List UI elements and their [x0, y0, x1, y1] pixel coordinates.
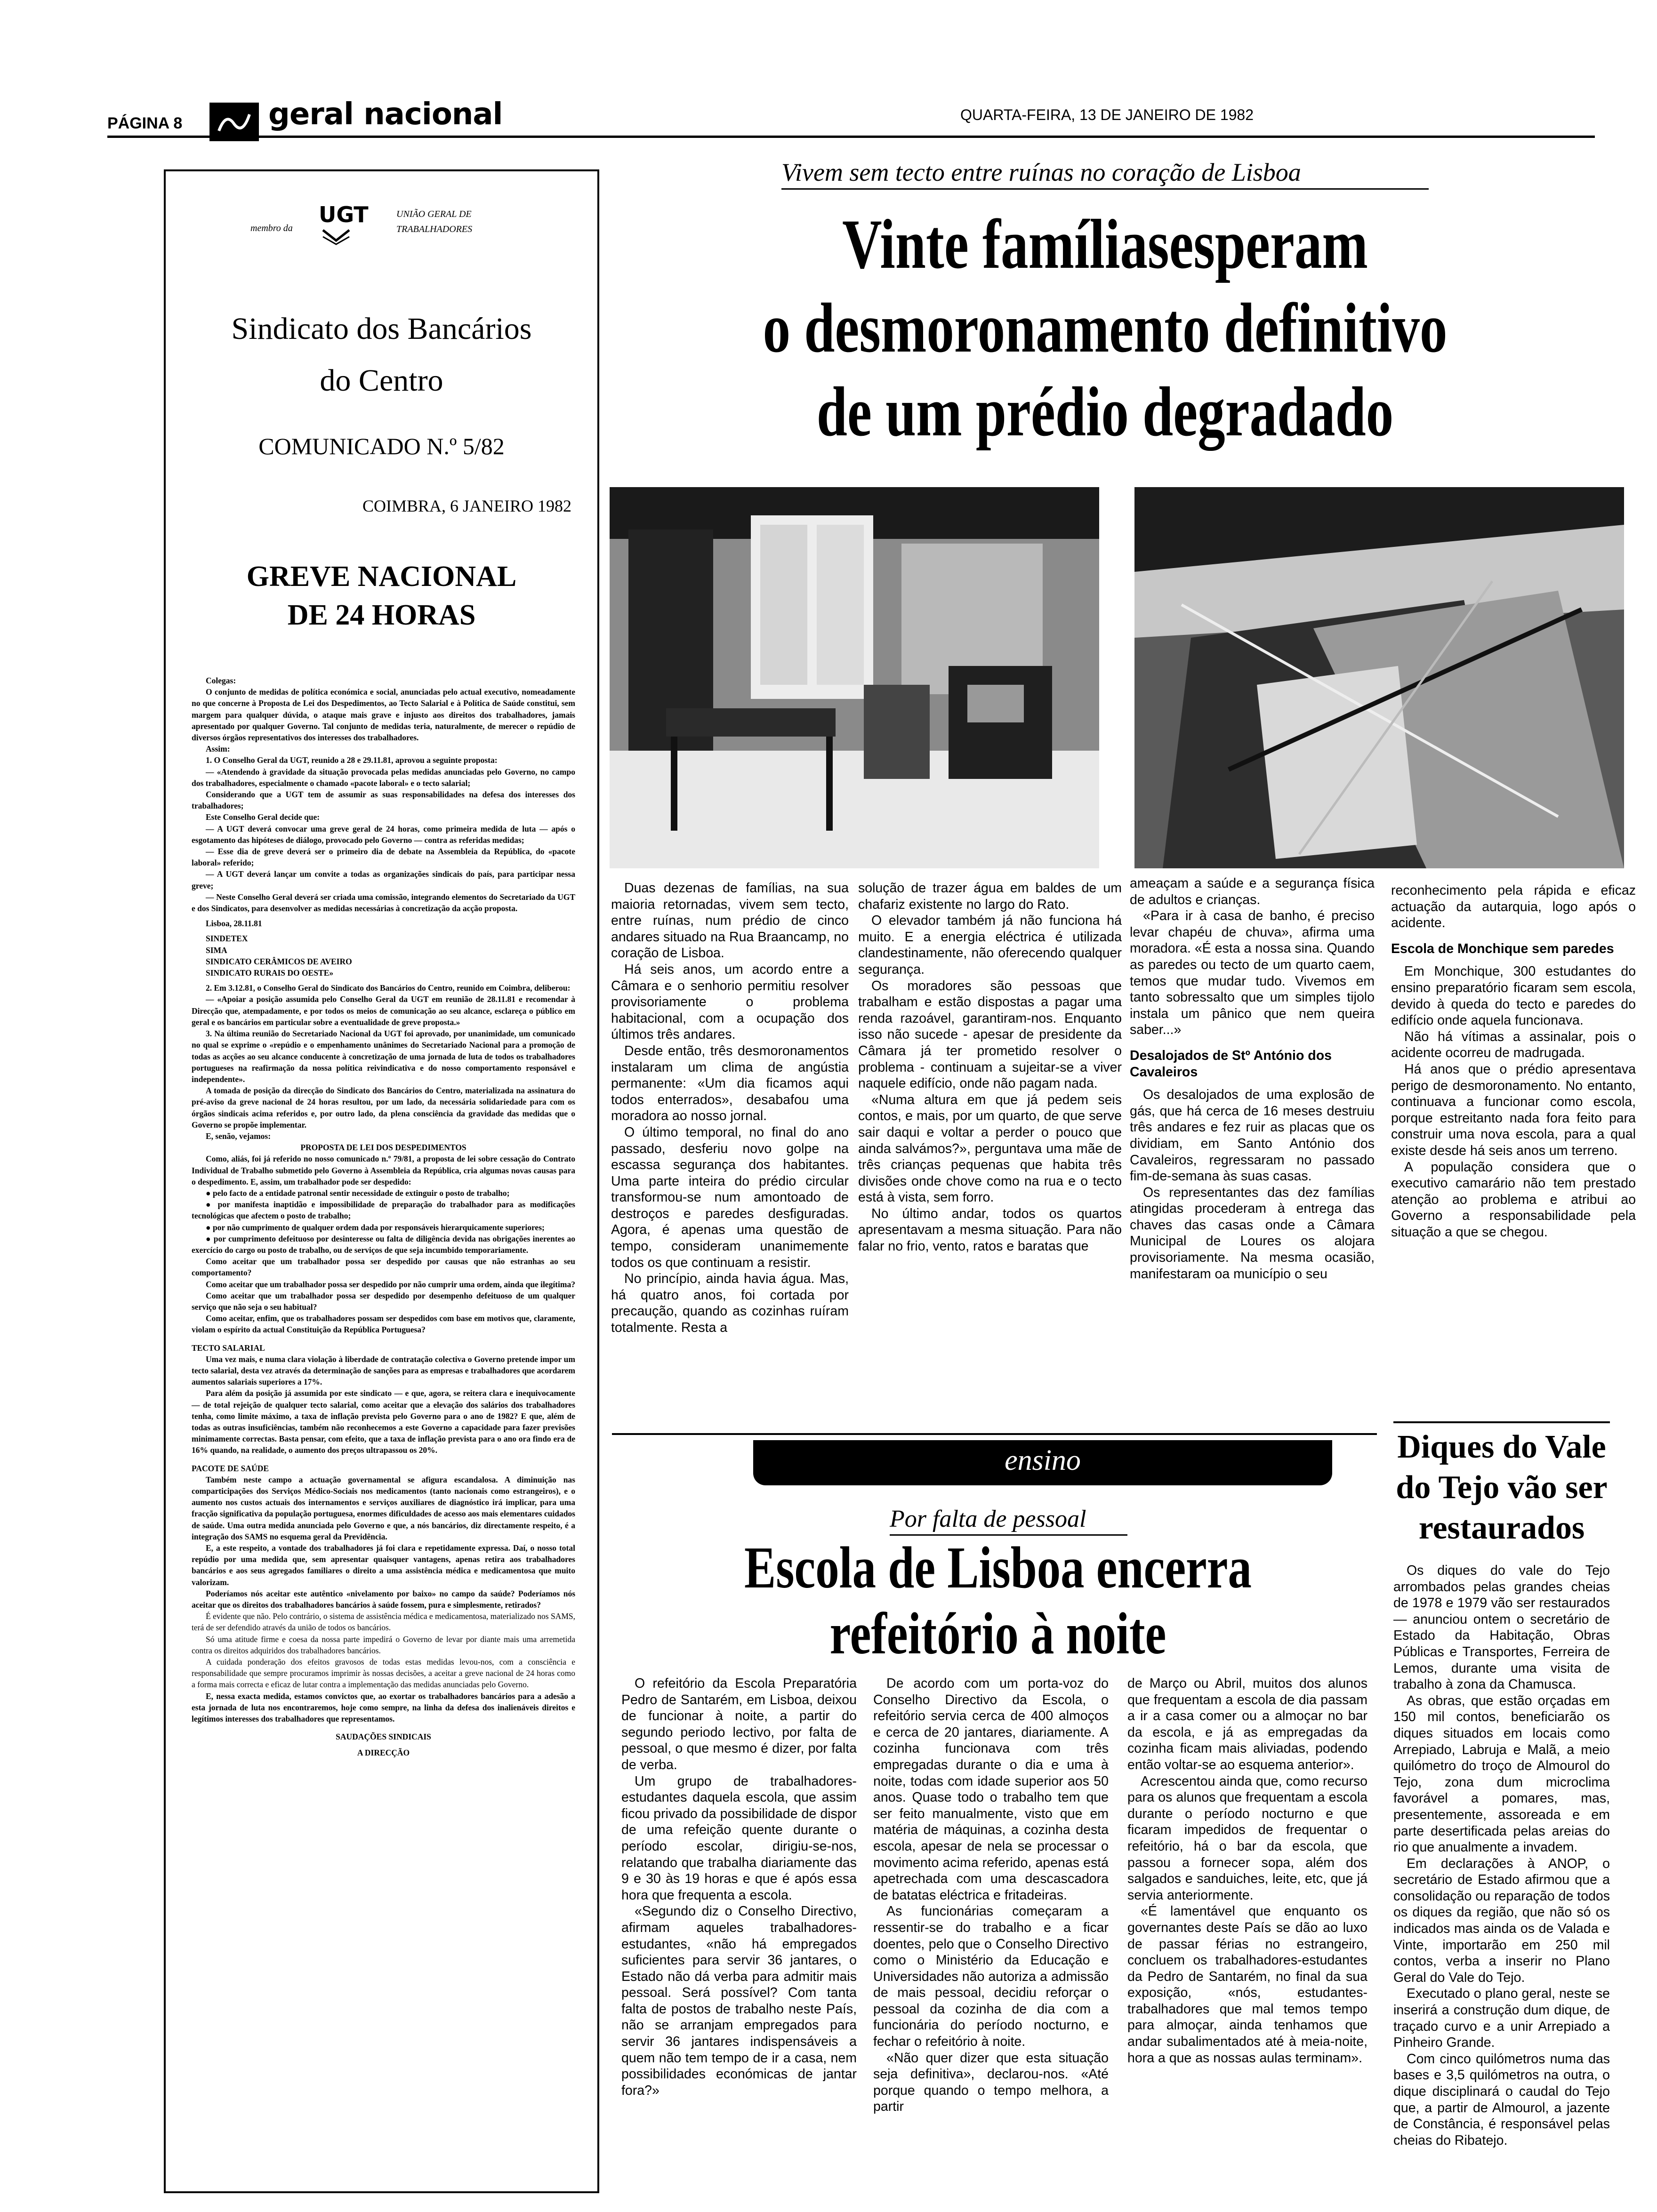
- paragraph: A população considera que o executivo camarário não tem prestado atenção ao problema e atribui ao Governo a responsabilidade pela situação a que se chegou.: [1391, 1159, 1636, 1240]
- paragraph: 2. Em 3.12.81, o Conselho Geral do Sindicato dos Bancários do Centro, reunido em Coimbra, deliberou:: [206, 983, 571, 993]
- paragraph: de Março ou Abril, muitos dos alunos que frequentam a escola de dia passam a ir a casa comer ou a almoçar no bar da escola, e já as empregadas da cozinha ficam mais aliviadas, podendo então voltar-se ao esquema anterior».: [1127, 1676, 1367, 1772]
- paragraph: 1. O Conselho Geral da UGT, reunido a 28 e 29.11.81, aprovou a seguinte proposta:: [206, 755, 498, 765]
- paragraph: «Numa altura em que já pedem seis contos, e mais, por um quarto, de que serve sair daqui e voltar a perder o pouco que ainda salvámos?», perguntava uma mãe de três crianças pequenas que habita três divisões onde chove como na rua e o tecto está à vista, sem forro.: [858, 1092, 1122, 1205]
- paragraph: Não há vítimas a assinalar, pois o acidente ocorreu de madrugada.: [1391, 1029, 1636, 1061]
- section-title: geral nacional: [268, 97, 503, 132]
- ugt-logo: UGT: [319, 202, 369, 227]
- paragraph: Acrescentou ainda que, como recurso para os alunos que frequentam a escola durante o período nocturno e que ficaram impedidos de frequentar o refeitório, há o bar da escola, que passou a fornecer sopa, além dos salgados e sanduiches, leite, etc, que já servia anteriormente.: [1127, 1773, 1367, 1903]
- paragraph: ● pelo facto de a entidade patronal sentir necessidade de extinguir o posto de trabalho;: [206, 1188, 510, 1198]
- paragraph: Poderíamos nós aceitar este autêntico «nivelamento por baixo» no campo da saúde? Poderíamos nós aceitar que os direitos dos trabalhadores bancários à saúde fossem, pura e simplesmente, retirados?: [192, 1588, 575, 1610]
- headline-line: o desmoronamento definitivo: [763, 289, 1448, 367]
- story-kicker: Por falta de pessoal: [890, 1506, 1086, 1532]
- story1-column-2: [858, 880, 1122, 1255]
- paragraph: Um grupo de trabalhadores-estudantes daquela escola, que assim ficou privado da possibilidade de dispor de uma refeição quente durante o período escolar, dirigiu-se-nos, relatando que trabalha diariamente das 9 e 30 às 19 horas e que é após essa hora que frequenta a escola.: [621, 1773, 857, 1903]
- paragraph: Há seis anos, um acordo entre a Câmara e o senhorio permitiu resolver provisoriamente o problema habitacional, com a ocupação dos últimos três andares.: [611, 962, 849, 1042]
- paragraph: Como aceitar que um trabalhador possa ser despedido por desempenho defeituoso de um qualquer serviço que não seja o seu habitual?: [192, 1290, 575, 1312]
- paragraph: «Não quer dizer que esta situação seja definitiva», declarou-nos. «Até porque quando o tempo melhora, a partir: [873, 2050, 1109, 2115]
- subheading: Desalojados de Stº António dos Cavaleiros: [1130, 1048, 1332, 1080]
- communique-date: COIMBRA, 6 JANEIRO 1982: [362, 497, 571, 515]
- paragraph: Em Monchique, 300 estudantes do ensino preparatório ficaram sem escola, devido à queda do tecto e paredes do edifício onde aquela funcionava.: [1391, 964, 1636, 1028]
- story2-column-1: [621, 1675, 857, 2099]
- story2-column-2: [873, 1675, 1109, 2115]
- ruined-building-photo: [1134, 487, 1624, 868]
- paragraph: No último andar, todos os quartos apresentavam a mesma situação. Para não falar no frio, vento, ratos e baratas que: [858, 1206, 1122, 1254]
- paragraph: solução de trazer água em baldes de um chafariz existente no largo do Rato.: [858, 881, 1122, 912]
- headline-line: Diques do Vale: [1397, 1429, 1606, 1465]
- paragraph: Como, aliás, foi já referido no nosso comunicado n.º 79/81, a proposta de lei sobre cessação do Contrato Individual de Trabalho submetido pelo Governo à Assembleia da República, cria algumas novas causas para o despedimento. E, assim, um trabalhador pode ser despedido:: [192, 1154, 575, 1186]
- story1-column-1: [611, 880, 849, 1336]
- story-kicker: Vivem sem tecto entre ruínas no coração de Lisboa: [781, 158, 1301, 186]
- paragraph: Considerando que a UGT tem de assumir as suas responsabilidades na defesa dos interesses dos trabalhadores;: [192, 790, 575, 811]
- paragraph: ● por cumprimento defeituoso por desinteresse ou falta de diligência devida nas obrigações inerentes ao exercício do cargo ou posto de trabalho, ou de serviços de que seja incumbido temporariamente.: [192, 1234, 575, 1255]
- headline-line: de um prédio degradado: [816, 373, 1394, 451]
- paragraph: Colegas:: [206, 676, 236, 685]
- union-name-line2: do Centro: [320, 363, 443, 398]
- paragraph: E, senão, vejamos:: [206, 1131, 271, 1141]
- paragraph: «É lamentável que enquanto os governantes deste País se dão ao luxo de passar férias no estrangeiro, concluem os trabalhadores-estudantes da Pedro de Santarém, no final da sua exposição, «nós, estudantes-trabalhadores que mal temos tempo para almoçar, ainda tenhamos que andar subalimentados até à meia-noite, hora a que as nossas aulas terminam».: [1127, 1904, 1367, 2066]
- strike-title-line1: GREVE NACIONAL: [246, 561, 517, 593]
- paragraph: De acordo com um porta-voz do Conselho Directivo da Escola, o refeitório servia cerca de 400 almoços e cerca de 20 jantares, diariamente. A cozinha funcionava com três empregadas durante o dia e uma à noite, todas com idade superior aos 50 anos. Quase todo o trabalho tem que ser feito manualmente, visto que em matéria de máquinas, a cozinha desta escola, apesar de nela se processar o movimento acima referido, apenas está apetrechada com uma descascadora de batatas eléctrica e fritadeiras.: [873, 1676, 1109, 1903]
- paragraph: — Neste Conselho Geral deverá ser criada uma comissão, integrando elementos do Secretariado da UGT e dos Sindicatos, para desenvolver as medidas necessárias à concretização da acção proposta.: [192, 892, 575, 914]
- paragraph: — «Apoiar a posição assumida pelo Conselho Geral da UGT em reunião de 28.11.81 e recomendar à Direcção que, atempadamente, e por todos os meios de comunicação ao seu alcance, esclareça o público em geral e os bancários em particular sobre a eventualidade de greve proposta.»: [192, 994, 575, 1027]
- story3-column: [1393, 1563, 1610, 2148]
- paragraph: — «Atendendo à gravidade da situação provocada pelas medidas anunciadas pelo Governo, no campo dos trabalhadores, especialmente o chamado «pacote laboral» e o tecto salarial;: [192, 767, 575, 788]
- story2-column-3: [1127, 1675, 1367, 2066]
- paragraph: ● por manifesta inaptidão e impossibilidade de preparação do trabalhador para as modificações tecnológicas que afectem o posto de trabalho;: [192, 1200, 575, 1221]
- paragraph: Uma vez mais, e numa clara violação à liberdade de contratação colectiva o Governo pretende impor um tecto salarial, desta vez através da determinação de sanções para as empresas e trabalhadores que acordarem aumentos salariais superiores a 17%.: [192, 1354, 575, 1387]
- paragraph: Lisboa, 28.11.81: [206, 919, 262, 929]
- paragraph: Só uma atitude firme e coesa da nossa parte impedirá o Governo de levar por diante mais uma arremetida contra os direitos adquiridos dos trabalhadores bancários.: [192, 1634, 575, 1655]
- signature: A DIRECÇÃO: [357, 1748, 410, 1758]
- paragraph: Como aceitar que um trabalhador possa ser despedido por não cumprir uma ordem, ainda que ilegítima?: [206, 1279, 575, 1289]
- paragraph: Como aceitar, enfim, que os trabalhadores possam ser despedidos com base em motivos que, claramente, violam o espírito da actual Constituição da República Portuguesa?: [192, 1314, 575, 1335]
- paragraph: As obras, que estão orçadas em 150 mil contos, beneficiarão os diques situados em locais como Arrepiado, Labruja e Malã, a meio quilómetro do troço de Almourol do Tejo, zona dum microclima favorável a pomares, mas, presentemente, assoreada e em parte desertificada pelas areias do rio que anualmente a invadem.: [1393, 1693, 1610, 1855]
- communique-body: [192, 675, 575, 1759]
- paragraph: Para além da posição já assumida por este sindicato — e que, agora, se reitera clara e inequivocamente — de total rejeição de qualquer tecto salarial, como aceitar que a elevação dos salários dos trabalhadores tenha, como limite máximo, a taxa de inflação prevista pelo Governo para o ano de 1982? E que, além de todas as outras insuficiências, também não reconhecemos a este Governo a capacidade para fazer previsões minimamente correctas. Basta pensar, com efeito, que a taxa de inflação prevista para o ano ora findo era de 16% quando, na realidade, o aumento dos preços ultrapassou os 20%.: [192, 1388, 575, 1455]
- ugt-member-label: membro da: [250, 223, 293, 233]
- header-rule: [107, 136, 1595, 138]
- paragraph: — A UGT deverá convocar uma greve geral de 24 horas, como primeira medida de luta — após o esgotamento das hipóteses de diálogo, provocado pelo Governo — contra as referidas medidas;: [192, 824, 575, 845]
- paragraph: — Esse dia de greve deverá ser o primeiro dia de debate na Assembleia da República, do «pacote laboral» referido;: [192, 847, 575, 868]
- signatory: SINDICATO RURAIS DO OESTE»: [206, 968, 334, 978]
- story1-column-3: [1130, 875, 1375, 1282]
- signatory: SINDETEX: [206, 934, 248, 944]
- paragraph: — A UGT deverá lançar um convite a todas as organizações sindicais do país, para participar nessa greve;: [192, 869, 575, 890]
- paragraph: Como aceitar que um trabalhador possa ser despedido por causas que não estranhas ao seu comportamento?: [192, 1257, 575, 1278]
- paragraph: Assim:: [206, 744, 230, 754]
- room-interior-photo: [610, 487, 1099, 868]
- paragraph: É evidente que não. Pelo contrário, o sistema de assistência médica e medicamentosa, materializado nos SAMS, terá de ser defendido através da união de todos os bancários.: [192, 1611, 575, 1633]
- headline-line: refeitório à noite: [829, 1601, 1166, 1667]
- union-name-line1: Sindicato dos Bancários: [231, 312, 532, 346]
- paragraph: Este Conselho Geral decide que:: [206, 812, 320, 822]
- headline-line: do Tejo vão ser: [1396, 1469, 1608, 1506]
- signatory: SINDICATO CERÂMICOS DE AVEIRO: [206, 956, 352, 966]
- paragraph: Também neste campo a actuação governamental se afigura escandalosa. A diminuição nas comparticipações dos Serviços Médico-Sociais nos medicamentos (tanto nacionais como estrangeiros), e o aumento nos custos actuais dos internamentos e serviços auxiliares de diagnóstico irá implicar, para uma fracção significativa da população portuguesa, enormes dificuldades de acesso aos mais elementares cuidados de saúde. Uma outra medida anunciada pelo Governo e que, a nós bancários, diz directamente respeito, é a integração dos SAMS no esquema geral da Previdência.: [192, 1475, 575, 1541]
- paragraph: Desde então, três desmoronamentos instalaram um clima de angústia permanente: «Um dia ficamos aqui todos enterrados», desabafou uma moradora ao nosso jornal.: [611, 1043, 849, 1124]
- paragraph: A cuidada ponderação dos efeitos gravosos de todas estas medidas levou-nos, com a consciência e responsabilidade que sempre procuramos imprimir às nossas decisões, a aceitar a greve nacional de 24 horas como a forma mais correcta e eficaz de lutar contra a implementação das medidas anunciadas pelo Governo.: [192, 1657, 575, 1690]
- paragraph: O refeitório da Escola Preparatória Pedro de Santarém, em Lisboa, deixou de funcionar à noite, a partir do segundo periodo lectivo, por falta de pessoal, o que mesmo é dizer, por falta de verba.: [621, 1676, 857, 1772]
- side-story-rule: [1393, 1421, 1610, 1423]
- paragraph: Duas dezenas de famílias, na sua maioria retornadas, vivem sem tecto, entre ruínas, num prédio de cinco andares situado na Rua Braancamp, no coração de Lisboa.: [611, 881, 849, 961]
- paragraph: Executado o plano geral, neste se inserirá a construção dum dique, de traçado curvo e a unir Arrepiado a Pinheiro Grande.: [1393, 1986, 1610, 2051]
- paragraph: Há anos que o prédio apresentava perigo de desmoronamento. No entanto, continuava a funcionar como escola, porque estreitanto nada fora feito para construir uma nova escola, para a qual existe desde há seis anos um terreno.: [1391, 1061, 1636, 1158]
- subheading: TECTO SALARIAL: [192, 1343, 265, 1353]
- story1-column-4: [1391, 882, 1636, 1240]
- ugt-full-name: UNIÃO GERAL DE TRABALHADORES: [396, 209, 473, 234]
- paragraph: «Segundo diz o Conselho Directivo, afirmam aqueles trabalhadores-estudantes, «não há empregados suficientes para servir 36 jantares, o Estado não dá verba para admitir mais pessoal. Será possível? Com tanta falta de postos de trabalho neste País, não se arranjam empregados para servir 36 jantares indispensáveis a quem não tem tempo de ir a casa, nem possibilidades económicas de jantar fora?»: [621, 1904, 857, 2098]
- paragraph: O último temporal, no final do ano passado, desferiu novo golpe na escassa segurança dos habitantes. Uma parte inteira do prédio circular transformou-se num amontoado de destroços e paredes desfiguradas. Agora, é apenas uma questão de tempo, consideram unanimemente todos os que continuam a resistir.: [611, 1124, 849, 1270]
- paragraph: E, nessa exacta medida, estamos convictos que, ao exortar os trabalhadores bancários para a adesão a esta jornada de luta nos encontraremos, hoje como sempre, na linha da defesa dos inalienáveis direitos e legítimos interesses dos trabalhadores que representamos.: [192, 1691, 575, 1724]
- paragraph: Os representantes das dez famílias atingidas procederam à entrega das chaves das casas onde a Câmara Municipal de Loures os alojara provisoriamente. Na mesma ocasião, manifestaram oa município o seu: [1130, 1185, 1375, 1282]
- paragraph: A tomada de posição da direcção do Sindicato dos Bancários do Centro, materializada na assinatura do pré-aviso da greve nacional de 24 horas resultou, por um lado, da necessária solidariedade para com os órgãos sindicais acima referidos e, por outro lado, da plena consciência da gravidade das medidas que o Governo se propõe implementar.: [192, 1086, 575, 1130]
- paragraph: Os diques do vale do Tejo arrombados pelas grandes cheias de 1978 e 1979 vão ser restaurados — anunciou ontem o secretário de Estado da Habitação, Obras Públicas e Transportes, Ferreira de Lemos, durante uma visita de trabalho à zona da Chamusca.: [1393, 1563, 1610, 1692]
- headline-line: Vinte famíliasesperam: [842, 205, 1368, 283]
- paragraph: As funcionárias começaram a ressentir-se do trabalho e a ficar doentes, pelo que o Conselho Directivo como o Ministério da Educação e Universidades não autoriza a admissão de mais pessoal, decidiu reforçar o pessoal da cozinha de dia com a funcionária do período nocturno, e fechar o refeitório à noite.: [873, 1904, 1109, 2050]
- section-divider: [612, 1433, 1377, 1435]
- communique-number: COMUNICADO N.º 5/82: [258, 433, 505, 459]
- paragraph: ameaçam a saúde e a segurança física de adultos e crianças.: [1130, 876, 1375, 907]
- story-headline: [693, 1535, 1303, 1667]
- paragraph: reconhecimento pela rápida e eficaz actuação da autarquia, logo após o acidente.: [1391, 883, 1636, 931]
- paragraph: Com cinco quilómetros numa das bases e 3,5 quilómetros na outra, o dique disciplinará o caudal do Tejo que, a partir de Almourol, a jazente de Constância, é responsável pelas cheias do Ribatejo.: [1393, 2051, 1610, 2148]
- paragraph: Os moradores são pessoas que trabalham e estão dispostas a pagar uma renda razoável, garantiram-nos. Enquanto isso não sucede - apesar de presidente da Câmara já ter prometido resolver o problema - continuam a sujeitar-se a viver naquele edifício, onde não pagam nada.: [858, 978, 1122, 1091]
- paragraph: ● por não cumprimento de qualquer ordem dada por responsáveis hierarquicamente superiores;: [206, 1222, 545, 1232]
- paragraph: No princípio, ainda havia água. Mas, há quatro anos, foi cortada por precaução, quando as cozinhas ruíram totalmente. Resta a: [611, 1271, 849, 1336]
- subheading: Escola de Monchique sem paredes: [1391, 941, 1614, 956]
- headline-line: Escola de Lisboa encerra: [744, 1535, 1252, 1601]
- subheading: PROPOSTA DE LEI DOS DESPEDIMENTOS: [300, 1143, 467, 1153]
- headline-line: restaurados: [1418, 1510, 1585, 1546]
- strike-title-line2: DE 24 HORAS: [287, 599, 476, 631]
- closing: SAUDAÇÕES SINDICAIS: [336, 1732, 431, 1742]
- paragraph: Os desalojados de uma explosão de gás, que há cerca de 16 meses destruiu três andares e fez ruir as placas que os dividiam, em Santo António dos Cavaleiros, regressaram no passado fim-de-semana às suas casas.: [1130, 1087, 1375, 1184]
- signatory: SIMA: [206, 945, 227, 955]
- section-banner-label: ensino: [1005, 1444, 1081, 1476]
- paragraph: 3. Na última reunião do Secretariado Nacional da UGT foi aprovado, por unanimidade, um comunicado no qual se exprime o «repúdio e o empenhamento unânimes do Secretariado Nacional para a promoção de todas as acções ao seu alcance conducente à concretização de uma jornada de luta de todos os trabalhadores portugueses na reafirmação da nossa política reivindicativa e do nosso comportamento responsável e independente».: [192, 1029, 575, 1084]
- strike-title: [166, 557, 597, 634]
- paragraph: Em declarações à ANOP, o secretário de Estado afirmou que a consolidação ou reparação de todos os diques da região, que não só os indicados mas ainda os de Valada e Vinte, importarão em 250 mil contos, verba a inserir no Plano Geral do Vale do Tejo.: [1393, 1856, 1610, 1985]
- paragraph: O conjunto de medidas de política económica e social, anunciadas pelo actual executivo, nomeadamente no que concerne à Proposta de Lei dos Despedimentos, ao Tecto Salarial e à Política de Saúde constitui, sem margem para qualquer dúvida, o ataque mais grave e injusto aos direitos dos trabalhadores, jamais apresentado por qualquer Governo. Tal conjunto de medidas teria, naturalmente, de merecer o repúdio de diversos órgãos representativos dos interesses dos trabalhadores.: [192, 687, 575, 743]
- ugt-arrows-icon: [321, 225, 352, 245]
- paragraph: O elevador também já não funciona há muito. E a energia eléctrica é utilizada clandestinamente, não oferecendo qualquer segurança.: [858, 913, 1122, 977]
- story-headline: [724, 202, 1486, 454]
- subheading: PACOTE DE SAÚDE: [192, 1463, 269, 1473]
- story-headline: [1393, 1427, 1610, 1548]
- page-number: PÁGINA 8: [107, 114, 183, 132]
- paragraph: «Para ir à casa de banho, é preciso levar chapéu de chuva», afirma uma moradora. «É esta a nossa sina. Quando as paredes ou tecto de um quarto caem, temos que mudar tudo. Vivemos em tanto sobressalto que um simples tijolo instala um pânico que nem queira saber...»: [1130, 908, 1375, 1038]
- kicker-underline: [781, 188, 1429, 190]
- union-communique-ad: [164, 169, 599, 2193]
- paragraph: E, a este respeito, a vontade dos trabalhadores já foi clara e repetidamente expressa. Daí, o nosso total repúdio por uma medida que, sem apresentar quaisquer vantagens, apenas retira aos trabalhadores bancários e aos seus agregados familiares o direito a uma assistência médica e medicamentosa que muito valorizam.: [192, 1543, 575, 1587]
- issue-date: QUARTA-FEIRA, 13 DE JANEIRO DE 1982: [960, 106, 1254, 123]
- union-name: [166, 303, 597, 407]
